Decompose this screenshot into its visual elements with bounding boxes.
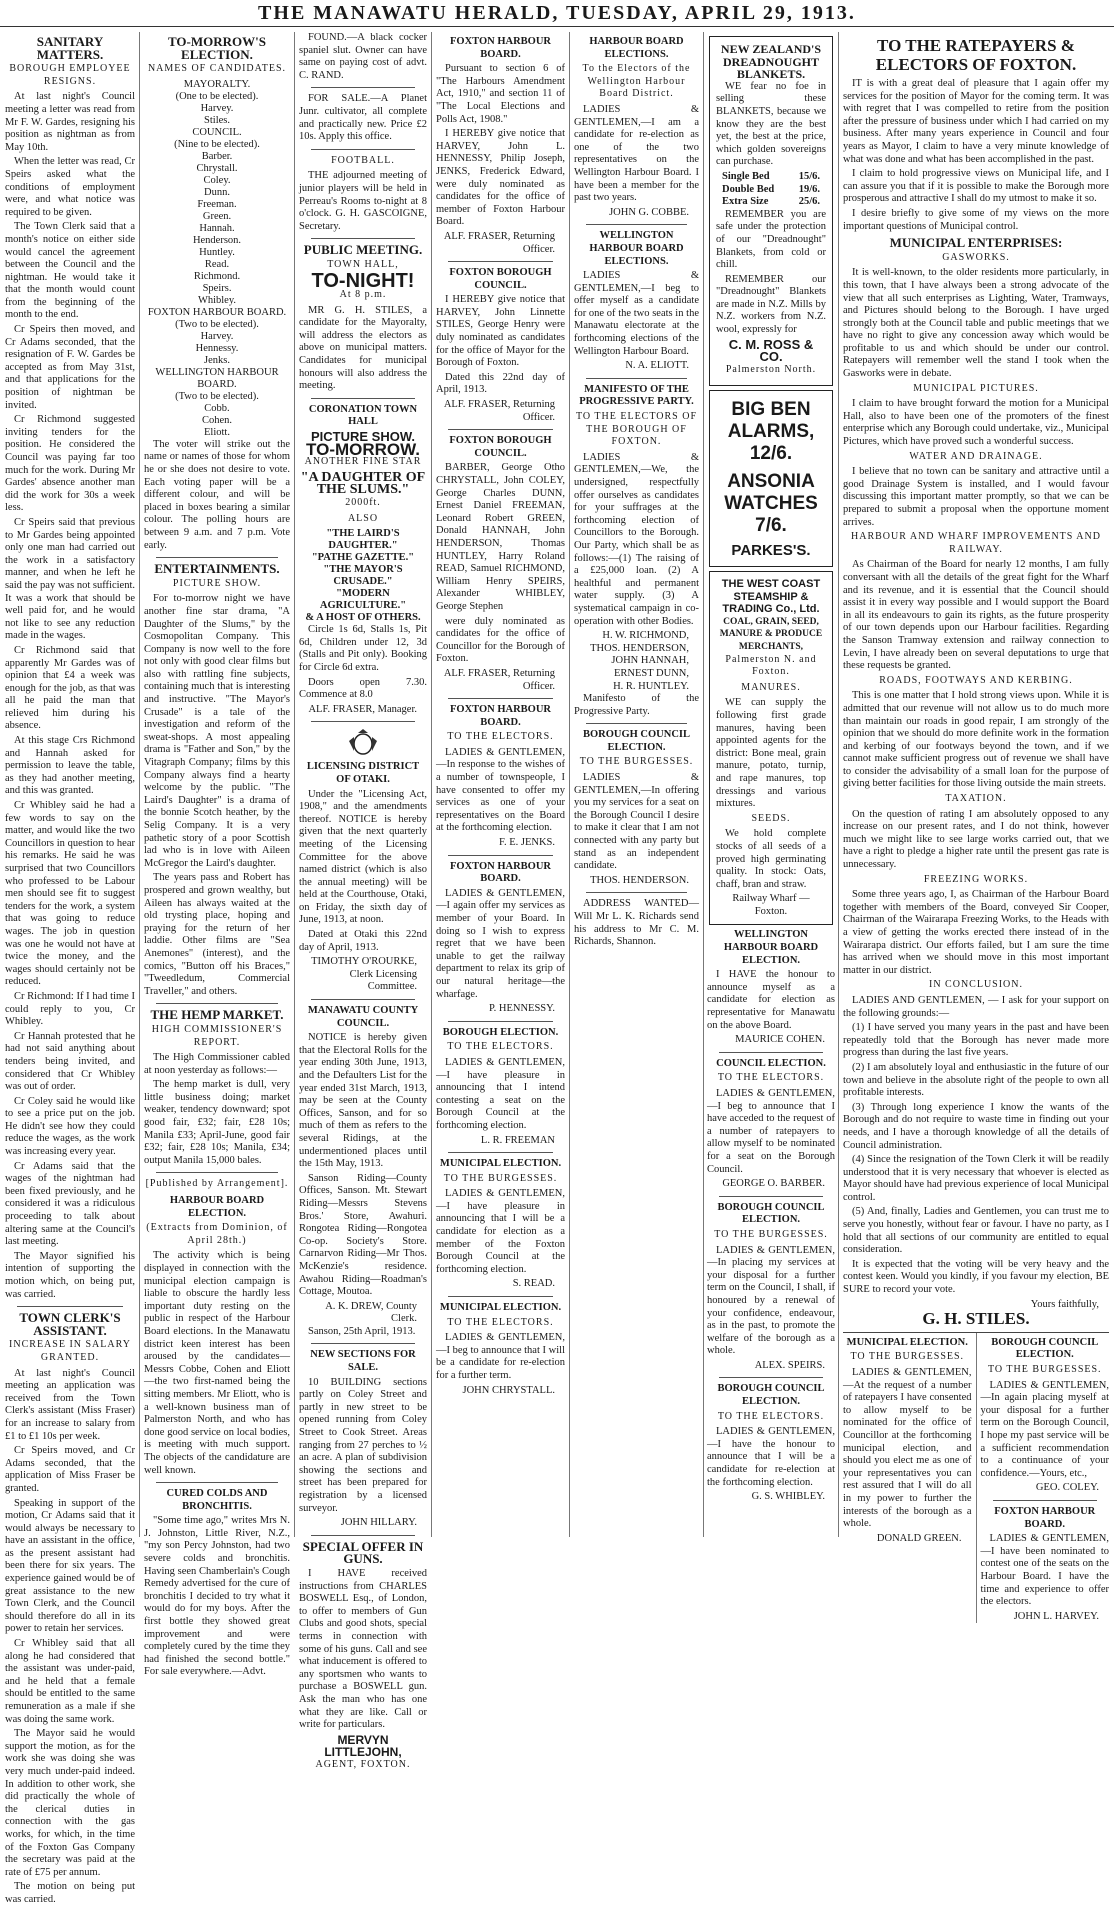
candidate: Chrystall.: [196, 162, 238, 174]
royal-crest-icon: [345, 727, 381, 757]
film-title: "PATHE GAZETTE.": [311, 552, 415, 564]
section-label: WELLINGTON HARBOUR BOARD.: [155, 366, 279, 390]
paragraph: WE fear no foe in selling these BLANKETS, because we know they are the best yet, the best at the price, which golden sovereigns can purchase.: [716, 80, 826, 168]
paragraph: NOTICE is hereby given that the Electoral Rolls for the year ending 30th June, 1913, and the Defaulters List for the year ended 31st March, 1913, may be seen at the County Offices, Sanson, and for so much of them as refers to the several Ridings, at the undermentioned places until the 15th May, 1913.: [299, 1032, 427, 1170]
divider: [586, 224, 687, 225]
signature: JOHN CHRYSTALL.: [462, 1384, 555, 1396]
paragraph: This is one matter that I hold strong views upon. While it is admitted that our revenue will not allow us to do much more than maintain our roads in good repair, I am strongly of the opinion that we should do more definite work in the formation and kerbing of our footways beyond the town, and if we cannot make sufficient progress out of revenue we shall have to consider the advisability of a small loan for the purpose of giving better facilities for those living outside the main streets.: [843, 690, 1109, 790]
signature: GEORGE O. BARBER.: [722, 1178, 825, 1190]
divider: [311, 721, 415, 722]
notice-time: At 8 p.m.: [339, 289, 387, 301]
paragraph: For to-morrow night we have another fine star drama, "A Daughter of the Slums," by the Cosmopolitan Company. This Company is now well to the fore not only with good clear films but also with rattling fine subjects, containing much that is interesting and instructive. "The Mayor's Crusade" is a tale of the investigation and reform of the sweat-shops. A most appealing drama is "Father and Son," by the Vitagraph Company; films by this Company always find a hearty welcome by the public. "The Laird's Daughter" is a drama of the bonnie Scotch heather, by the Selig Company. It is a very pathetic story of a poor Scottish lad who is in love with Aileen McGregor the Laird's daughter.: [144, 593, 290, 869]
section-label: SEEDS.: [751, 812, 791, 824]
film-title: "THE LAIRD'S DAUGHTER.": [326, 528, 400, 552]
candidate: Coley.: [203, 174, 231, 186]
signature: ALF. FRASER, Returning Officer.: [443, 230, 555, 255]
candidate: Harvey.: [200, 102, 234, 114]
column-2: [144, 32, 290, 1678]
price-label: Double Bed: [722, 183, 775, 195]
divider: [156, 1172, 278, 1173]
masthead: THE MANAWATU HERALD, TUESDAY, APRIL 29, 1913.: [0, 0, 1114, 27]
ad-headline: TO-MORROW.: [306, 439, 420, 459]
paragraph: LADIES & GENTLEMEN,—I have the honour to announce that I will be a candidate for re-election at the forthcoming election.: [707, 1426, 835, 1488]
candidate: Harvey.: [200, 330, 234, 342]
candidate: Barber.: [201, 150, 233, 162]
price-label: Extra Size: [722, 196, 769, 208]
paragraph: I HAVE received instructions from CHARLES BOSWELL Esq., of London, to offer to members of Gun Clubs and good shots, special terms in connection with some of his guns. Call and see what inducement is offered to any sportsmen who wants to purchase a BOSWELL gun. Ask the man who has one what they are like. Call or write for particulars.: [299, 1567, 427, 1731]
ad-brand: C. M. ROSS & CO.: [728, 336, 814, 365]
paragraph: Cr Coley said he would like to see a price put on the job. He didn't see how they could reduce the wages, as the work was increasing every year.: [5, 1095, 135, 1158]
paragraph: LADIES & GENTLEMEN,—At the request of a number of ratepayers I have consented to allow myself to be nominated for the office of Councillor at the forthcoming municipal election, and should you elect me as one of your representatives you can rest assured that I will do all in my power to further the interests of the borough as a whole.: [843, 1367, 972, 1530]
ad-feature: "A DAUGHTER OF THE SLUMS.": [300, 469, 426, 498]
candidate: Read.: [204, 258, 230, 270]
divider: [311, 1535, 415, 1536]
ad-subtitle: COAL, GRAIN, SEED, MANURE & PRODUCE MERCHANTS,: [719, 616, 823, 652]
section-subtitle: FREEZING WORKS.: [923, 873, 1029, 885]
list-item: (1) I have served you many years in the past and have been repeatedly told that the Borough has never made more progress than during the last five years.: [843, 1022, 1109, 1059]
paragraph: I claim to hold progressive views on Municipal life, and I can assure you that if it is possible to make the Borough more prosperous and attractive I shall do my utmost to make it so.: [843, 168, 1109, 205]
section-title: MUNICIPAL ENTERPRISES:: [889, 235, 1063, 251]
signature: N. A. ELIOTT.: [625, 360, 689, 372]
paragraph: LADIES & GENTLEMEN,—I have been nominated to contest one of the seats on the Harbour Board. I have the time and experience to offer the electors.: [980, 1533, 1109, 1608]
paragraph: When the letter was read, Cr Speirs asked what the conditions of employment were, and what notice was required to be given.: [5, 156, 135, 218]
signature: H. R. HUNTLEY.: [613, 680, 689, 692]
paragraph: Manifesto of the Progressive Party.: [574, 693, 699, 717]
column-5: [574, 32, 699, 1537]
notice-title: COUNCIL ELECTION.: [716, 1057, 826, 1069]
ad-note: 2000ft.: [345, 497, 381, 508]
signature: DONALD GREEN.: [876, 1532, 962, 1544]
divider: [156, 557, 278, 558]
signature: JOHN HILLARY.: [340, 1517, 417, 1529]
divider: [586, 723, 687, 724]
notice-title: PUBLIC MEETING.: [303, 242, 423, 258]
paragraph: LADIES & GENTLEMEN,—I beg to offer myself as a candidate for one of the two seats in the Manawatu electorate at the forthcoming elections of the Wellington Harbour Board.: [574, 270, 699, 357]
divider: [586, 378, 687, 379]
paragraph: 10 BUILDING sections partly on Coley Street and partly in new street to be opened running from Coley Street to Cook Street. Areas ranging from 27 perches to ½ an acre. A plan of subdivision showing the sections and street has been prepared for registration by a licensed surveyor.: [299, 1376, 427, 1514]
paragraph: BARBER, George Otho CHRYSTALL, John COLEY, George Charles DUNN, Ernest Daniel FREEMAN, Leonard Robert GREEN, Donald HANNAH, John HENDERSON, Thomas HUNTLEY, Harry Roland READ, Samuel RICHMOND, William Henry SPEIRS, Alexander WHIBLEY, George Stephen: [436, 462, 565, 612]
candidate: Jenks.: [204, 354, 230, 366]
section-subtitle: IN CONCLUSION.: [929, 979, 1023, 991]
paragraph: LADIES & GENTLEMEN,—I have pleasure in announcing that I will be a candidate for election as a member of the Foxton Borough Council at the forthcoming election.: [436, 1188, 565, 1275]
article-title: TO-MORROW'S ELECTION.: [168, 34, 266, 62]
column-rule: [703, 32, 704, 1537]
divider: [448, 1152, 553, 1153]
signature: ALF. FRASER, Manager.: [308, 703, 417, 715]
ad-location: Palmerston North.: [725, 363, 817, 375]
divider: [156, 1003, 278, 1004]
paragraph: Cr Speirs said that previous to Mr Gardes being appointed only one man had carried out the work in a satisfactory manner, and when he left he said the pay was not sufficient. It was a work that should be well paid for, and he would not like to see any reduction made in the wages.: [5, 516, 135, 642]
article-subtitle: BOROUGH EMPLOYEE RESIGNS.: [9, 63, 131, 87]
notice-title: FOOTBALL.: [331, 154, 395, 166]
paragraph: Cr Speirs then moved, and Cr Adams seconded, that the resignation of F. W. Gardes be accepted as from May 31st, and that applications for the position of nightman be invited.: [5, 324, 135, 411]
notice-title: MUNICIPAL ELECTION.: [846, 1336, 968, 1348]
signature: MAURICE COHEN.: [735, 1034, 825, 1046]
manifesto-headline: TO THE RATEPAYERS & ELECTORS OF FOXTON.: [875, 36, 1077, 74]
article-title: SANITARY MATTERS.: [36, 34, 104, 62]
divider: [719, 1377, 823, 1378]
price-row: [716, 184, 826, 197]
film-title: "MODERN AGRICULTURE.": [319, 588, 407, 612]
paragraph: LADIES & GENTLEMEN,—I have pleasure in announcing that I intend contesting a seat on the Borough Council at the forthcoming election.: [436, 1056, 565, 1131]
divider: [311, 1343, 415, 1344]
signature: H. W. RICHMOND,: [602, 630, 689, 642]
price-label: Single Bed: [722, 170, 770, 182]
paragraph: LADIES & GENTLEMEN,—I beg to announce that I have acceded to the request of a number of ratepayers to allow myself to be nominated for a seat on the Borough Council.: [707, 1088, 835, 1175]
signature: L. R. FREEMAN: [480, 1134, 555, 1146]
ad-price: 7/6.: [755, 515, 787, 537]
column-rule: [431, 32, 432, 1537]
notice-subtitle: TO THE ELECTORS.: [447, 1041, 554, 1053]
ad-title: SPECIAL OFFER IN GUNS.: [302, 1538, 424, 1567]
divider: [448, 261, 553, 262]
classified-ad: FOUND.—A black cocker spaniel slut. Owner can have same on paying cost of advt. C. RAND.: [299, 32, 427, 81]
ad-price: 12/6.: [749, 443, 793, 465]
divider: [719, 1052, 823, 1053]
candidate: Eliott.: [204, 426, 230, 438]
ad-brand: PARKES'S.: [731, 542, 811, 560]
film-title: & A HOST OF OTHERS.: [305, 612, 421, 624]
ad-note: ALSO: [347, 512, 379, 524]
paragraph: LADIES & GENTLEMEN,—In again placing myself at your disposal for a further term on the Borough Council, I hope my past service will be a sufficient recommendation to a continuance of your confidence.—Yours, etc.,: [980, 1379, 1109, 1479]
price-value: 25/6.: [798, 196, 820, 208]
candidate: Green.: [202, 210, 232, 222]
paragraph: REMEMBER you are safe under the protection of our "Dreadnought" Blankets, from cold or chill.: [716, 208, 826, 271]
paragraph: THE adjourned meeting of junior players will be held in Perreau's Rooms to-night at 8 o'clock. G. H. GASCOIGNE, Secretary.: [299, 170, 427, 232]
paragraph: The Mayor said he would support the motion, as for the work she was doing she was very much under-paid indeed. In addition to other work, she did practically the whole of the clerical duties in connection with the gas works, for which, in the time of the Foxton Gas Company the secretary was paid at the rate of £75 per annum.: [5, 1728, 135, 1878]
paragraph: Cr Whibley said he had a few words to say on the matter, and would like the two Councillors in question to hear his remarks. He said he was surprised that two Councillors who professed to be Labour men should see fit to suggest tenders for the work, a system that was going to reduce wages. The job in question was one he would not have at twice the money, and the wages should certainly not be reduced.: [5, 800, 135, 988]
column-rule: [569, 32, 570, 1537]
notice-coley: [977, 1333, 1110, 1623]
signature: ALF. FRASER, Returning Officer.: [443, 399, 555, 423]
paragraph: It is expected that the voting will be very heavy and the contest keen. Would you kindly, if you favour my election, BE SURE to record your vote.: [843, 1258, 1109, 1296]
paragraph: Cr Richmond said that apparently Mr Gardes was of opinion that £4 a week was enough for the job, as that was all he paid the man that relieved him during his absence.: [5, 644, 135, 732]
arrangement-note: [Published by Arrangement].: [145, 1178, 289, 1190]
notice-subtitle: TO THE BURGESSES.: [987, 1364, 1102, 1375]
signature: ALEX. SPEIRS.: [754, 1359, 825, 1371]
paragraph: Speaking in support of the motion, Cr Adams said that it would always be necessary to have an assistant in the office, as the present assistant had been there for six years. The experience gained would be of great assistance to the new Town Clerk, and the Council should therefore do all in its power to retain her services.: [5, 1497, 135, 1635]
paragraph: LADIES & GENTLEMEN,—In offering you my services for a seat on the Borough Council I desire to make it clear that I am not connected with any party but stand as an independent candidate.: [574, 772, 699, 872]
paragraph: I believe that no town can be sanitary and attractive until a good Drainage System is installed, and I would favour discussing this important matter promptly, so that we can be prepared to submit a proposal when the opportune moment arrives.: [843, 466, 1109, 528]
paragraph: Cr Richmond suggested inviting tenders for the position. He considered the Council was paying far too much for the work. During Mr Gardes' absence another man did the work for 30s a week less.: [5, 414, 135, 514]
section-subtitle: GASWORKS.: [942, 251, 1010, 263]
section-note: (Two to be elected).: [175, 318, 259, 330]
paragraph: We hold complete stocks of all seeds of a proved high germinating quality. In stock: Oats, chaff, bran and straw.: [716, 828, 826, 890]
ad-headline: NEW ZEALAND'S DREADNOUGHT BLANKETS.: [720, 42, 822, 82]
notice-title: BOROUGH COUNCIL ELECTION.: [991, 1336, 1099, 1361]
paragraph: Pursuant to section 6 of "The Harbours Amendment Act, 1910," and section 11 of "The Local Elections and Polls Act, 1908.": [436, 63, 565, 125]
signature: ERNEST DUNN,: [613, 667, 689, 679]
paragraph: On the question of rating I am absolutely opposed to any increase on our present rates, and I do not think, however much we might like to see large works carried out, that we have a right to pledge a higher rate until the present gas rate is unnecessary.: [843, 808, 1109, 871]
paragraph: Cr Richmond: If I had time I could reply to you, Cr Whibley.: [5, 990, 135, 1028]
section-label: FOXTON HARBOUR BOARD.: [147, 306, 287, 318]
ad-location: Palmerston N. and Foxton.: [725, 653, 817, 678]
signature: THOS. HENDERSON,: [590, 642, 689, 654]
signature: G. H. STILES.: [922, 1309, 1030, 1329]
column-6: [707, 32, 835, 1537]
paragraph: The High Commissioner cabled at noon yesterday as follows:—: [144, 1052, 290, 1076]
paragraph: Doors open 7.30. Commence at 8.0: [299, 676, 427, 701]
notice-title: BOROUGH ELECTION.: [442, 1026, 559, 1038]
list-item: (3) Through long experience I know the wants of the Borough and do not require to waste time in finding out your needs, and I have a thorough knowledge of all the details of Council administration.: [843, 1101, 1109, 1151]
paragraph: Cr Hannah protested that he had not said anything about tenders being invited, and considered that Cr Whibley was out of order.: [5, 1030, 135, 1093]
article-subtitle: INCREASE IN SALARY GRANTED.: [9, 1339, 131, 1363]
paragraph: I desire briefly to give some of my views on the more important questions of Municipal control.: [843, 207, 1109, 232]
divider: [719, 1196, 823, 1197]
paragraph: The activity which is being displayed in connection with the municipal election campaign is liable to obscure the hardly less important duty resting on the public in respect of the Harbour Board elections. In the Manawatu district keen interest has been aroused by the candidates—Messrs Cobbe, Cohen and Eliott—the two first-named being the sitting members. Mr Eliott, who is a well-known business man of Palmerston North, and who has done good service on local bodies, is meeting with much support. The objects of the candidature are well known.: [144, 1250, 290, 1476]
signature: MERVYN LITTLEJOHN,: [324, 1732, 402, 1760]
classified-ad: ADDRESS WANTED—Will Mr L. K. Richards send his address to Mr C. M. Richards, Shannon.: [574, 898, 699, 948]
paragraph: LADIES & GENTLEMEN,—In response to the wishes of a number of townspeople, I have consented to offer my services as one of your representatives on the Board at the forthcoming election.: [436, 746, 565, 834]
paragraph: I HEREBY give notice that HARVEY, John Linnette STILES, George Henry were duly nominated as candidates for the office of Mayor for the Borough of Foxton.: [436, 294, 565, 369]
ad-subtitle: ANOTHER FINE STAR: [304, 456, 422, 468]
bottom-notices: [843, 1332, 1109, 1623]
article-subtitle: HIGH COMMISSIONER'S REPORT.: [151, 1023, 283, 1048]
paragraph: Cr Speirs moved, and Cr Adams seconded, that the application of Miss Fraser be granted.: [5, 1445, 135, 1494]
signature: JOHN L. HARVEY.: [1013, 1610, 1099, 1622]
divider: [586, 892, 687, 893]
section-label: MANURES.: [741, 681, 801, 693]
blanket-ad: [709, 36, 833, 386]
notice-title: FOXTON HARBOUR BOARD.: [449, 36, 552, 60]
candidate: Stiles.: [204, 114, 230, 126]
paragraph: Dated at Otaki this 22nd day of April, 1913.: [299, 929, 427, 953]
ad-headline: THE WEST COAST STEAMSHIP & TRADING Co., Ltd.: [721, 578, 821, 616]
notice-subtitle: TO THE ELECTORS.: [717, 1072, 825, 1084]
paragraph: Under the "Licensing Act, 1908," and the amendments thereof. NOTICE is hereby given that the next quarterly meeting of the Licensing Committee for the above named district (which is also the annual meeting) will be held at the Courthouse, Otaki, on Friday, the sixth day of June, 1913, at noon.: [299, 788, 427, 926]
candidate: Cobb.: [204, 402, 230, 414]
paragraph: The motion on being put was carried.: [5, 1881, 135, 1905]
candidate: Speirs.: [202, 282, 232, 294]
paragraph: I HEREBY give notice that HARVEY, John L. HENNESSY, Philip Joseph, JENKS, Frederick Edward, were duly nominated as candidates for the office of member of Foxton Harbour Board.: [436, 128, 565, 228]
signature: TIMOTHY O'ROURKE, Clerk Licensing Committee.: [311, 956, 417, 993]
divider: [448, 1296, 553, 1297]
divider: [311, 87, 415, 88]
divider: [311, 238, 415, 239]
ad-headline: PICTURE SHOW.: [310, 429, 415, 445]
article-title: ENTERTAINMENTS.: [154, 561, 280, 577]
signature: JOHN HANNAH,: [611, 655, 689, 667]
film-title: "THE MAYOR'S CRUSADE.": [323, 564, 403, 588]
paragraph: LADIES AND GENTLEMEN, — I ask for your support on the following grounds:—: [843, 994, 1109, 1019]
divider: [156, 1482, 278, 1483]
notice-subtitle: TO THE BURGESSES.: [443, 1172, 558, 1184]
notice-title: MANAWATU COUNTY COUNCIL.: [307, 1005, 419, 1029]
notice-title: MUNICIPAL ELECTION.: [439, 1158, 562, 1170]
section-subtitle: ROADS, FOOTWAYS AND KERBING.: [879, 674, 1073, 686]
article-subtitle: (Extracts from Dominion, of April 28th.): [146, 1222, 288, 1246]
column-rule: [139, 32, 140, 1537]
signature: F. E. JENKS.: [498, 837, 555, 849]
article-title: TOWN CLERK'S ASSISTANT.: [19, 1310, 121, 1338]
notice-subtitle: TOWN HALL,: [327, 258, 399, 270]
notice-subtitle: To the Electors of the Wellington Harbour Board District.: [582, 63, 691, 100]
notice-title: BOROUGH COUNCIL ELECTION.: [717, 1201, 825, 1226]
signature: ALF. FRASER, Returning Officer.: [443, 667, 555, 692]
notice-title: FOXTON HARBOUR BOARD.: [449, 860, 552, 885]
section-note: (One to be elected).: [175, 90, 259, 102]
divider: [448, 855, 553, 856]
section-subtitle: WATER AND DRAINAGE.: [909, 450, 1043, 462]
divider: [311, 149, 415, 150]
ad-location: Railway Wharf — Foxton.: [732, 893, 810, 917]
column-rule: [294, 32, 295, 1537]
paragraph: Cr Whibley said that all along he had considered that the assistant was under-paid, and he held that a female should be entitled to the same remuneration as a male if she was doing the same work.: [5, 1638, 135, 1725]
paragraph: I HAVE the honour to announce myself as a candidate for election as representative for Manawatu on the above Board.: [707, 969, 835, 1031]
paragraph: LADIES & GENTLEMEN,—In placing my services at your disposal for a further term on the Council, I shall, if honoured by a renewal of your confidence, endeavour, as in the past, to promote the welfare of the borough as a whole.: [707, 1244, 835, 1357]
notice-title: LICENSING DISTRICT OF OTAKI.: [306, 761, 420, 785]
notice-title: MUNICIPAL ELECTION.: [439, 1302, 562, 1314]
divider: [448, 429, 553, 430]
section-label: MAYORALTY.: [183, 78, 251, 90]
divider: [993, 1500, 1098, 1501]
paragraph: LADIES & GENTLEMEN,—I beg to announce that I will be a candidate for re-election for a further term.: [436, 1332, 565, 1381]
section-subtitle: HARBOUR AND WHARF IMPROVEMENTS AND RAILWAY.: [851, 531, 1101, 555]
notice-subtitle: TO THE ELECTORS.: [717, 1410, 825, 1422]
price-row: [716, 171, 826, 184]
paragraph: Sanson, 25th April, 1913.: [308, 1325, 416, 1337]
notice-title: HARBOUR BOARD ELECTIONS.: [589, 36, 684, 60]
paragraph: Sanson Riding—County Offices, Sanson. Mt. Stewart Riding—Messrs Stevens Bros.' Store, Awahuri. Rongotea Riding—Rongotea Co-op. Society's Store. Carnarvon Riding—Mr Thos. McKenzie's residence. Awahou Riding—Roadman's Cottage, Moutoa.: [299, 1172, 427, 1298]
paragraph: IT is with a great deal of pleasure that I again offer my services for the position of Mayor for the coming term. It was with regret that I was compelled to retire from the position after the pressure of business under which I had carried on my business. After many years experience in Council and four years as Mayor, I claim to have a very minute knowledge of what was done and what has been accomplished in the past.: [843, 78, 1109, 165]
column-7: [843, 32, 1109, 1622]
paragraph: The voter will strike out the name or names of those for whom he or she does not desire to vote. Each voting paper will be a different colour, and will be placed in boxes bearing a similar colour. The polling hours are between 9 a.m. and 7 p.m. Vote early.: [144, 438, 290, 551]
notice-title: BOROUGH COUNCIL ELECTION.: [717, 1383, 825, 1408]
signature: JOHN G. COBBE.: [609, 206, 689, 218]
divider: [17, 1306, 123, 1307]
notice-subtitle: TO THE BURGESSES.: [850, 1351, 965, 1363]
article-subtitle: PICTURE SHOW.: [172, 577, 262, 589]
classified-ad: FOR SALE.—A Planet Junr. cultivator, all complete and practically new. Price £2 10s. Apply this office.: [299, 93, 427, 143]
section-subtitle: MUNICIPAL PICTURES.: [913, 382, 1039, 394]
column-3: [299, 32, 427, 1770]
paragraph: At last night's Council meeting a letter was read from Mr F. W. Gardes, resigning his position as nightman as from May 10th.: [5, 91, 135, 153]
ad-headline: ANSONIA WATCHES: [724, 471, 818, 515]
candidate: Cohen.: [201, 414, 233, 426]
paragraph: Some three years ago, I, as Chairman of the Harbour Board together with members of the Board, conveyed Sir Cooper, Chairman of the Wairarapa Freezing Works, to the Heads with a view of getting the works erected there instead of in the Wairarapa district. Our efforts failed, but I am sure the time has arrived when we should move in this most important matter in our district.: [843, 889, 1109, 976]
paragraph: The Mayor signified his intention of supporting the motion which, on being put, was carried.: [5, 1250, 135, 1300]
notice-subtitle: TO THE BURGESSES.: [714, 1228, 828, 1240]
paragraph: Cr Adams said that the wages of the nightman had been fixed previously, and he considered it was a ridiculous proceeding to talk about altering same at the Council's last meeting.: [5, 1160, 135, 1248]
notice-title: NEW SECTIONS FOR SALE.: [310, 1349, 416, 1374]
section-subtitle: TAXATION.: [945, 793, 1007, 805]
signature: A. K. DREW, County Clerk.: [325, 1300, 417, 1325]
paragraph: Dated this 22nd day of April, 1913.: [436, 371, 565, 396]
signature: S. READ.: [512, 1278, 555, 1290]
candidate: Hennessy.: [195, 342, 239, 354]
paragraph: "Some time ago," writes Mrs N. J. Johnston, Little River, N.Z., "my son Percy Johnston, had two severe colds and bronchitis. Having seen Chamberlain's Cough Remedy advertised for the cure of bronchitis I decided to try what it would do for my boys. After the first bottle they showed great improvement and were completely cured by the time they had finished the second bottle." For sale everywhere.—Advt.: [144, 1515, 290, 1678]
notice-subtitle: TO THE ELECTORS OF THE BOROUGH OF FOXTON.: [575, 411, 698, 448]
paragraph: At last night's Council meeting an application was received from the Town Clerk's assistant (Miss Fraser) for an increase to salary from £1 to £1 10s per week.: [5, 1367, 135, 1442]
signature: P. HENNESSY.: [488, 1003, 555, 1015]
notice-title: WELLINGTON HARBOUR BOARD ELECTION.: [723, 929, 819, 966]
notice-green: [843, 1333, 977, 1623]
candidate: Freeman.: [197, 198, 237, 210]
paragraph: LADIES & GENTLEMEN,—I am a candidate for re-election as one of the two representatives on the Wellington Harbour Board. I have been a member for the past two years.: [574, 103, 699, 204]
paragraph: As Chairman of the Board for nearly 12 months, I am fully conversant with all the details of the great fight for the Wharf and its revenue, and it is essential that the Council should assist it in every way possible and I would support the Board in all its endeavours to gain its rights, as the future prosperity of our town depends upon our Harbour facilities. Regarding the Sanson Tramway extension and railway connection to Levin, I have already been on several deputations to urge that these requests be granted.: [843, 559, 1109, 672]
paragraph: The years pass and Robert has prospered and grown wealthy, but Aileen has always waited at the old trysting place, hoping and praying for the return of her laddie. Other films are "Sea Anemones" (interest), and the comics, "Button off his Braces," "Tweedledum, Commercial Traveller," and others.: [144, 872, 290, 997]
notice-title: BOROUGH COUNCIL ELECTION.: [582, 729, 691, 753]
section-note: (Two to be elected).: [175, 390, 259, 402]
paragraph: were duly nominated as candidates for the office of Councillor for the Borough of Foxton.: [436, 615, 565, 665]
steamship-ad: [709, 571, 833, 925]
notice-title: WELLINGTON HARBOUR BOARD ELECTIONS.: [589, 230, 684, 267]
signature: THOS. HENDERSON.: [590, 874, 689, 886]
divider: [448, 1021, 553, 1022]
candidate: Dunn.: [204, 186, 230, 198]
paragraph: Circle 1s 6d, Stalls 1s, Pit 6d, Children under 12, 3d (Stalls and Pit only). Booking for Circle 6d extra.: [299, 624, 427, 673]
list-item: (4) Since the resignation of the Town Clerk it will be readily understood that it is very necessary that whoever is elected as Mayor should have had previous experience of local Municipal control.: [843, 1154, 1109, 1203]
paragraph: WE can supply the following first grade manures, having been appointed agents for the district: Bone meal, grain manure, potato, turnip, and rape manures, top dressings and various mixtures.: [716, 697, 826, 810]
article-title: THE HEMP MARKET.: [150, 1007, 284, 1023]
paragraph: LADIES & GENTLEMEN,—We, the undersigned, respectfully offer ourselves as candidates for your suffrages at the forthcoming election of Councillors to the Borough. Our Party, which shall be as follows:—(1) The raising of a £25,000 loan. (2) A healthful and permanent water supply. (3) A systematical campaign in co-operation with other Bodies.: [574, 451, 699, 627]
section-label: COUNCIL.: [192, 126, 242, 138]
notice-title: FOXTON HARBOUR BOARD.: [449, 704, 552, 728]
divider: [311, 999, 415, 1000]
paragraph: MR G. H. STILES, a candidate for the Mayoralty, will address the electors as above on municipal matters. Candidates for municipal honours will also address the meeting.: [299, 304, 427, 392]
paragraph: It is well-known, to the older residents more particularly, in this town, that I have always been a strong advocate of the view that all such enterprises as Lighting, Water, Tramways, and Pictures should belong to the Borough. I have urged strongly both at the Council table and public meetings that we have no right to give any concession away which would be profitable to us and which should be under our control. Ratepayers will remember well the stand I took when the Gasworks were in debate.: [843, 267, 1109, 380]
article-subtitle: NAMES OF CANDIDATES.: [147, 63, 287, 75]
notice-title: MANIFESTO OF THE PROGRESSIVE PARTY.: [579, 383, 694, 408]
closing: Yours faithfully,: [1030, 1298, 1099, 1310]
candidate: Hannah.: [199, 222, 235, 234]
clock-ad: [709, 390, 833, 567]
list-item: (5) And, finally, Ladies and Gentlemen, you can trust me to serve you honestly, without fear or favour. I have no party, as I hold that all sections of our community are entitled to equal consideration.: [843, 1206, 1109, 1256]
notice-title: FOXTON BOROUGH COUNCIL.: [449, 435, 552, 459]
notice-headline: TO-NIGHT!: [311, 269, 415, 292]
price-value: 19/6.: [798, 183, 820, 195]
ad-title: CORONATION TOWN HALL: [308, 403, 418, 428]
notice-title: FOXTON HARBOUR BOARD.: [994, 1505, 1096, 1530]
column-1: [5, 32, 135, 1905]
notice-subtitle: TO THE ELECTORS.: [447, 731, 554, 743]
column-rule: [838, 32, 839, 1537]
paragraph: The Town Clerk said that a month's notice on either side would cancel the agreement between the Council and the nightman. He would take it that the month would count from the beginning of the month to the end.: [5, 221, 135, 321]
article-title: HARBOUR BOARD ELECTION.: [169, 1195, 265, 1219]
signature: GEO. COLEY.: [1035, 1482, 1099, 1494]
section-note: (Nine to be elected).: [174, 138, 260, 150]
candidate: Huntley.: [199, 246, 235, 258]
list-item: (2) I am absolutely loyal and enthusiastic in the future of our town and believe in the absolute right of the people to own all profitable interests.: [843, 1061, 1109, 1099]
price-row: [716, 196, 826, 209]
paragraph: The hemp market is dull, very little business doing; market weaker, tendency downward; spot good fair, £32; fair, £28 10s; Manila £33; April-June, good fair £32; fair, £28 10s; Manila, £34; output Manila 15,000 bales.: [144, 1079, 290, 1166]
notice-subtitle: TO THE ELECTORS.: [447, 1316, 554, 1328]
divider: [448, 698, 553, 699]
price-value: 15/6.: [798, 170, 820, 182]
paragraph: At this stage Crs Richmond and Hannah asked for permission to leave the table, as they had another meeting, and this was granted.: [5, 735, 135, 797]
ad-headline: BIG BEN ALARMS,: [727, 399, 815, 443]
divider: [311, 398, 415, 399]
signature: G. S. WHIBLEY.: [751, 1491, 825, 1503]
article-title: CURED COLDS AND BRONCHITIS.: [166, 1488, 268, 1512]
column-4: [436, 32, 565, 1537]
paragraph: I claim to have brought forward the motion for a Municipal Hall, also to have been one of the promoters of the finest enterprise which any Borough could undertake, viz., Municipal Pictures, which have proved such a wonderful success.: [843, 398, 1109, 448]
notice-title: FOXTON BOROUGH COUNCIL.: [449, 267, 552, 291]
paragraph: REMEMBER our "Dreadnought" Blankets are made in N.Z. Mills by N.Z. workers from N.Z. wool, expressly for: [716, 273, 826, 336]
notice-subtitle: TO THE BURGESSES.: [579, 756, 694, 768]
candidate: Richmond.: [193, 270, 241, 282]
candidate: Whibley.: [197, 294, 237, 306]
paragraph: LADIES & GENTLEMEN,—I again offer my services as member of your Board. In doing so I wish to express regret that we have been unable to get the railway department to relax its grip of our natural heritage—the wharfage.: [436, 887, 565, 1000]
signature-detail: AGENT, FOXTON.: [315, 1758, 411, 1770]
candidate: Henderson.: [192, 234, 242, 246]
